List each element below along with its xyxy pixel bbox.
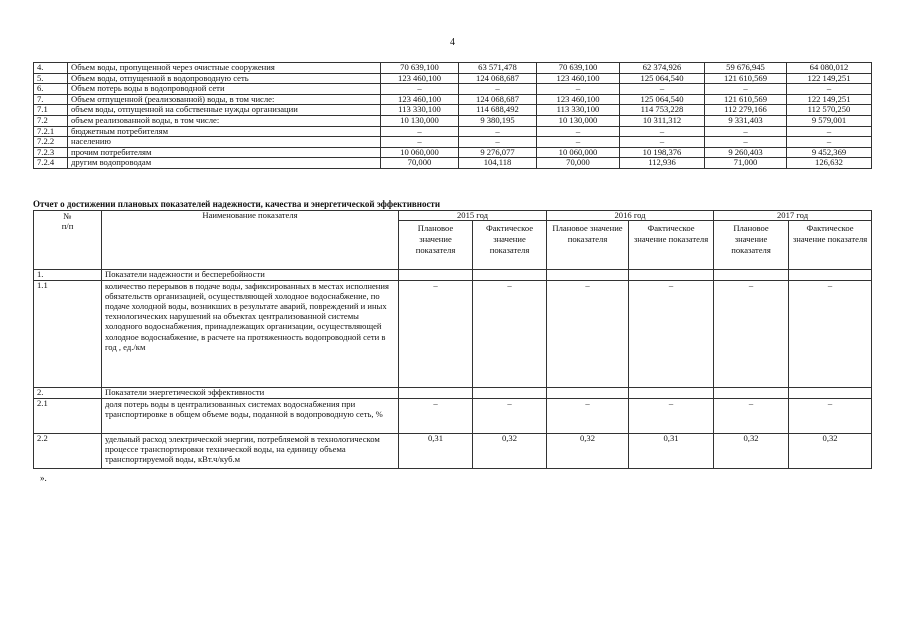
indicator-value: 0,31 bbox=[399, 434, 473, 469]
row-value: 113 330,100 bbox=[381, 105, 459, 116]
row-name: Объем воды, отпущенной в водопроводную сеть bbox=[68, 73, 381, 84]
water-volume-table bbox=[33, 62, 872, 169]
table-row bbox=[34, 94, 872, 105]
row-value: 124 068,687 bbox=[459, 94, 537, 105]
row-value: 123 460,100 bbox=[537, 94, 620, 105]
indicator-value: – bbox=[473, 399, 547, 434]
indicator-value: 0,31 bbox=[629, 434, 714, 469]
row-value: – bbox=[705, 126, 787, 137]
row-number: 2.1 bbox=[34, 399, 102, 434]
indicator-value: – bbox=[789, 399, 872, 434]
section-row bbox=[34, 388, 872, 399]
row-value: 10 060,000 bbox=[381, 147, 459, 158]
row-number: 2.2 bbox=[34, 434, 102, 469]
header-year: 2016 год bbox=[547, 211, 714, 221]
row-value: 70,000 bbox=[381, 158, 459, 169]
row-value: – bbox=[381, 126, 459, 137]
indicator-value: – bbox=[714, 281, 789, 388]
table-row bbox=[34, 126, 872, 137]
indicator-value: – bbox=[473, 281, 547, 388]
table-row bbox=[34, 73, 872, 84]
row-value: 9 331,403 bbox=[705, 115, 787, 126]
row-number: 7.2.2 bbox=[34, 137, 68, 148]
row-name: прочим потребителям bbox=[68, 147, 381, 158]
row-name: объем реализованной воды, в том числе: bbox=[68, 115, 381, 126]
indicator-value: 0,32 bbox=[547, 434, 629, 469]
row-name: другим водопроводам bbox=[68, 158, 381, 169]
row-value: – bbox=[381, 137, 459, 148]
table-row bbox=[34, 84, 872, 95]
row-name: Объем воды, пропущенной через очистные сооружения bbox=[68, 63, 381, 74]
row-value: – bbox=[787, 126, 872, 137]
indicator-row bbox=[34, 399, 872, 434]
row-value: 71,000 bbox=[705, 158, 787, 169]
row-value: 10 060,000 bbox=[537, 147, 620, 158]
row-value: – bbox=[620, 137, 705, 148]
row-value: – bbox=[620, 84, 705, 95]
header-plan-value: Плановое значение показателя bbox=[399, 221, 473, 270]
indicator-value: – bbox=[629, 399, 714, 434]
row-value: – bbox=[787, 137, 872, 148]
indicator-value: – bbox=[714, 399, 789, 434]
row-value: 9 260,403 bbox=[705, 147, 787, 158]
row-value: 123 460,100 bbox=[381, 94, 459, 105]
row-value: 121 610,569 bbox=[705, 94, 787, 105]
row-value: 121 610,569 bbox=[705, 73, 787, 84]
row-number: 7.2.4 bbox=[34, 158, 68, 169]
indicator-value: – bbox=[789, 281, 872, 388]
row-number: 7.2.3 bbox=[34, 147, 68, 158]
row-value: 9 380,195 bbox=[459, 115, 537, 126]
row-value: – bbox=[705, 137, 787, 148]
row-value: 112,936 bbox=[620, 158, 705, 169]
table-row bbox=[34, 63, 872, 74]
row-number: 1.1 bbox=[34, 281, 102, 388]
row-name: бюджетным потребителям bbox=[68, 126, 381, 137]
row-value: 126,632 bbox=[787, 158, 872, 169]
indicator-value: 0,32 bbox=[789, 434, 872, 469]
row-value: – bbox=[459, 84, 537, 95]
row-name: Объем потерь воды в водопроводной сети bbox=[68, 84, 381, 95]
row-name: населению bbox=[68, 137, 381, 148]
indicator-name: доля потерь воды в централизованных системах водоснабжения при транспортировке в общем объеме воды, поданной в водопроводную сеть, % bbox=[102, 399, 399, 434]
row-number: 2. bbox=[34, 388, 102, 399]
row-number: 5. bbox=[34, 73, 68, 84]
row-value: 114 688,492 bbox=[459, 105, 537, 116]
footnote: ». bbox=[40, 473, 47, 483]
row-value: 124 068,687 bbox=[459, 73, 537, 84]
report-title: Отчет о достижении плановых показателей надежности, качества и энергетической эффективности bbox=[33, 199, 441, 209]
indicator-value: – bbox=[547, 399, 629, 434]
row-value: 9 276,077 bbox=[459, 147, 537, 158]
section-title: Показатели надежности и бесперебойности bbox=[102, 270, 399, 281]
row-value: 10 198,376 bbox=[620, 147, 705, 158]
row-value: 62 374,926 bbox=[620, 63, 705, 74]
row-number: 7.2 bbox=[34, 115, 68, 126]
table-row bbox=[34, 158, 872, 169]
indicator-value: – bbox=[547, 281, 629, 388]
page-number: 4 bbox=[450, 37, 455, 48]
header-fact-value: Фактическое значение показателя bbox=[789, 221, 872, 270]
row-number: 7. bbox=[34, 94, 68, 105]
indicator-value: 0,32 bbox=[473, 434, 547, 469]
header-plan-value: Плановое значение показателя bbox=[714, 221, 789, 270]
row-name: Объем отпущенной (реализованной) воды, в том числе: bbox=[68, 94, 381, 105]
indicator-value: – bbox=[629, 281, 714, 388]
row-value: 125 064,540 bbox=[620, 94, 705, 105]
row-value: 10 130,000 bbox=[381, 115, 459, 126]
header-year: 2017 год bbox=[714, 211, 872, 221]
row-name: объем воды, отпущенной на собственные нужды организации bbox=[68, 105, 381, 116]
row-value: 10 311,312 bbox=[620, 115, 705, 126]
row-value: – bbox=[620, 126, 705, 137]
indicator-value: – bbox=[399, 399, 473, 434]
row-value: 113 330,100 bbox=[537, 105, 620, 116]
row-value: – bbox=[537, 137, 620, 148]
section-row bbox=[34, 270, 872, 281]
row-value: 70,000 bbox=[537, 158, 620, 169]
row-number: 7.1 bbox=[34, 105, 68, 116]
row-value: 122 149,251 bbox=[787, 73, 872, 84]
row-value: 122 149,251 bbox=[787, 94, 872, 105]
row-value: 114 753,228 bbox=[620, 105, 705, 116]
header-fact-value: Фактическое значение показателя bbox=[473, 221, 547, 270]
row-value: – bbox=[459, 137, 537, 148]
section-title: Показатели энергетической эффективности bbox=[102, 388, 399, 399]
table-row bbox=[34, 115, 872, 126]
header-indicator-name: Наименование показателя bbox=[102, 211, 399, 270]
row-value: – bbox=[537, 84, 620, 95]
row-number: 1. bbox=[34, 270, 102, 281]
row-value: 70 639,100 bbox=[537, 63, 620, 74]
indicator-row bbox=[34, 281, 872, 388]
header-fact-value: Фактическое значение показателя bbox=[629, 221, 714, 270]
row-value: – bbox=[705, 84, 787, 95]
row-value: 63 571,478 bbox=[459, 63, 537, 74]
table-row bbox=[34, 147, 872, 158]
indicator-name: количество перерывов в подаче воды, зафиксированных в местах исполнения обязательств организацией, осуществляющей холодное водоснабжение, по подаче холодной воды, возникших в результате аварий, повреждений и иных технологических нарушений на объектах централизованной системы холодного водоснабжения, принадлежащих организации, осуществляющей холодное водоснабжение, в расчете на протяженность водопроводной сети в год , ед./км bbox=[102, 281, 399, 388]
row-value: 112 570,250 bbox=[787, 105, 872, 116]
row-value: 125 064,540 bbox=[620, 73, 705, 84]
row-number: 4. bbox=[34, 63, 68, 74]
row-value: 123 460,100 bbox=[537, 73, 620, 84]
row-number: 7.2.1 bbox=[34, 126, 68, 137]
row-value: 59 676,945 bbox=[705, 63, 787, 74]
header-plan-value: Плановое значение показателя bbox=[547, 221, 629, 270]
header-number: № п/п bbox=[34, 211, 102, 270]
indicator-value: 0,32 bbox=[714, 434, 789, 469]
row-value: – bbox=[787, 84, 872, 95]
row-value: – bbox=[537, 126, 620, 137]
row-value: 104,118 bbox=[459, 158, 537, 169]
row-number: 6. bbox=[34, 84, 68, 95]
row-value: 9 579,001 bbox=[787, 115, 872, 126]
indicators-table bbox=[33, 210, 872, 469]
row-value: 112 279,166 bbox=[705, 105, 787, 116]
row-value: – bbox=[459, 126, 537, 137]
table-row bbox=[34, 105, 872, 116]
header-year: 2015 год bbox=[399, 211, 547, 221]
row-value: 123 460,100 bbox=[381, 73, 459, 84]
indicator-row bbox=[34, 434, 872, 469]
table-row bbox=[34, 137, 872, 148]
indicator-value: – bbox=[399, 281, 473, 388]
indicator-name: удельный расход электрической энергии, потребляемой в технологическом процессе транспортировки технической воды, на единицу объема транспортируемой воды, кВт.ч/куб.м bbox=[102, 434, 399, 469]
row-value: 10 130,000 bbox=[537, 115, 620, 126]
row-value: – bbox=[381, 84, 459, 95]
row-value: 70 639,100 bbox=[381, 63, 459, 74]
row-value: 64 080,012 bbox=[787, 63, 872, 74]
row-value: 9 452,369 bbox=[787, 147, 872, 158]
